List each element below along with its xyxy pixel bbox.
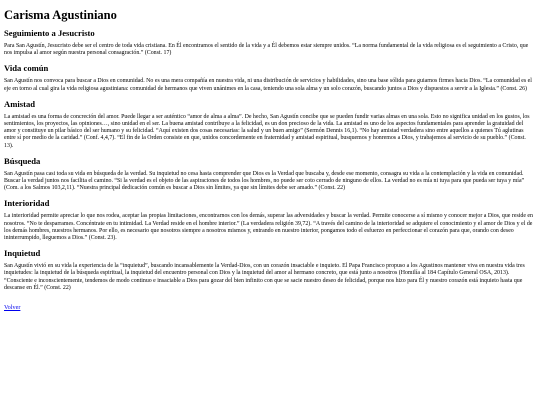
section-text: La interioridad permite apreciar lo que nos rodea, aceptar las propias limitaciones, encontrarnos con los demás, superar las adversidades y buscar la verdad. Permite conocerse a sí mismo y conocer mejor a Dios, que reside en nosotros. “No te desparrames. Concéntrate en tu intimidad. La Verdad reside en el hombre interior.” (La verdadera religión 39,72). “A través del camino de la interioridad se adquiere el conocimiento y el amor de Dios y el de los demás hombres, nuestros hermanos. Por ello, es necesario que nosotros siempre a nosotros mismos y, entrando en nuestro interior, pongamos todo el esfuerzo en perfeccionar el corazón para que, orando con deseo ininterrumpido, lleguemos a Dios.” (Const. 23). [4, 213, 533, 242]
back-link[interactable]: Volver [4, 304, 21, 312]
section-heading: Búsqueda [4, 155, 41, 166]
section-text: Para San Agustín, Jesucristo debe ser el centro de toda vida cristiana. En Él encontramos el sentido de la vida y a Él debemos estar siempre unidos. “La norma fundamental de la vida religiosa es el seguimiento a Cristo, que nos impulsa al amor según nuestra personal consagración.” (Const. 17) [4, 43, 529, 57]
page-title: Carisma Agustiniano [4, 8, 117, 22]
section-heading: Amistad [4, 98, 36, 109]
section-interioridad [4, 198, 534, 242]
section-heading: Vida común [4, 63, 49, 74]
section-busqueda [4, 156, 534, 193]
section-text: San Agustín nos convoca para buscar a Dios en comunidad. No es una mera compañía en nuestra vida, ni una distribución de servicios y habilidades, sino una base sólida para guiarnos firmes hacia Dios. “La comunidad es el eje en torno al cual gira la vida religiosa agustiniana: comunidad de hermanos que viven unánimes en la casa, teniendo una sola alma y un solo corazón, buscando juntos a Dios y dispuestos a servir a la Iglesia.” (Const. 26) [4, 78, 532, 92]
section-text: San Agustín vivió en su vida la experiencia de la “inquietud”, buscando incansablemente la Verdad-Dios, con un corazón insaciable e inquieto. El Papa Francisco propuso a los Agustinos mantener viva en nuestra vida tres inquietudes: la inquietud de la búsqueda espiritual, la inquietud del encuentro personal con Dios y la inquietud del amor al hermano concreto, que está junto a nosotros (Homilía al 184 Capítulo General OSA, 2013). “Consciente e inconscientemente, tendemos de modo continuo e insaciable a Dios para gozar del bien infinito con que se sacie nuestro deseo de felicidad, porque nos hizo para Él y nuestro corazón está inquieto hasta que descanse en Él.” (Const. 22) [4, 263, 525, 291]
section-text: La amistad es una forma de concreción del amor. Puede llegar a ser auténtico “amor de alma a alma”. De hecho, San Agustín concibe que se pueden fundir varias almas en una sola. Esto no significa unidad en los gustos, los sentimientos, los proyectos, las opiniones…, sino unidad en el ser. La buena amistad contribuye a la felicidad, es un don precioso de la vida. La amistad es uno de los aspectos fundamentales para aprender la gratuidad del amor y constituye un pilar básico del ser humano y su felicidad. “Aquí existen dos cosas necesarias: la salud y un buen amigo” (Sermón Dennis 16,1). “No hay amistad verdadera sino entre aquellos a quienes Tú aglutinas entre sí por medio de la caridad.” (Conf. 4,4,7). “El fin de la Orden consiste en que, unidos concordemente en fraternidad y amistad espiritual, busquemos y honremos a Dios, y trabajemos al servicio de su pueblo.” (Const. 13). [4, 113, 530, 149]
section-text: San Agustín pasa casi toda su vida en búsqueda de la verdad. Su inquietud no cesa hasta comprender que Dios es la Verdad que buscaba y, desde ese momento, consagra su vida a la contemplación y la vida en comunidad. Buscar la verdad juntos nos facilita el camino. “Si la verdad es el objeto de las aspiraciones de todos los hombres, no puede ser coto cerrado de ninguno de ellos. La verdad no es mía ni tuya para que pueda ser tuya y mía” (Com. a los Salmos 103,2,11). “Nuestra principal dedicación común es buscar a Dios sin límites, ya que sin límites debe ser amado.” (Const. 22) [4, 170, 525, 192]
section-vida-comun [4, 63, 534, 92]
section-amistad [4, 99, 534, 150]
section-inquietud [4, 248, 534, 292]
section-seguimiento [4, 28, 534, 57]
section-heading: Inquietud [4, 248, 41, 259]
section-heading: Seguimiento a Jesucristo [4, 28, 95, 38]
section-heading: Interioridad [4, 198, 50, 209]
